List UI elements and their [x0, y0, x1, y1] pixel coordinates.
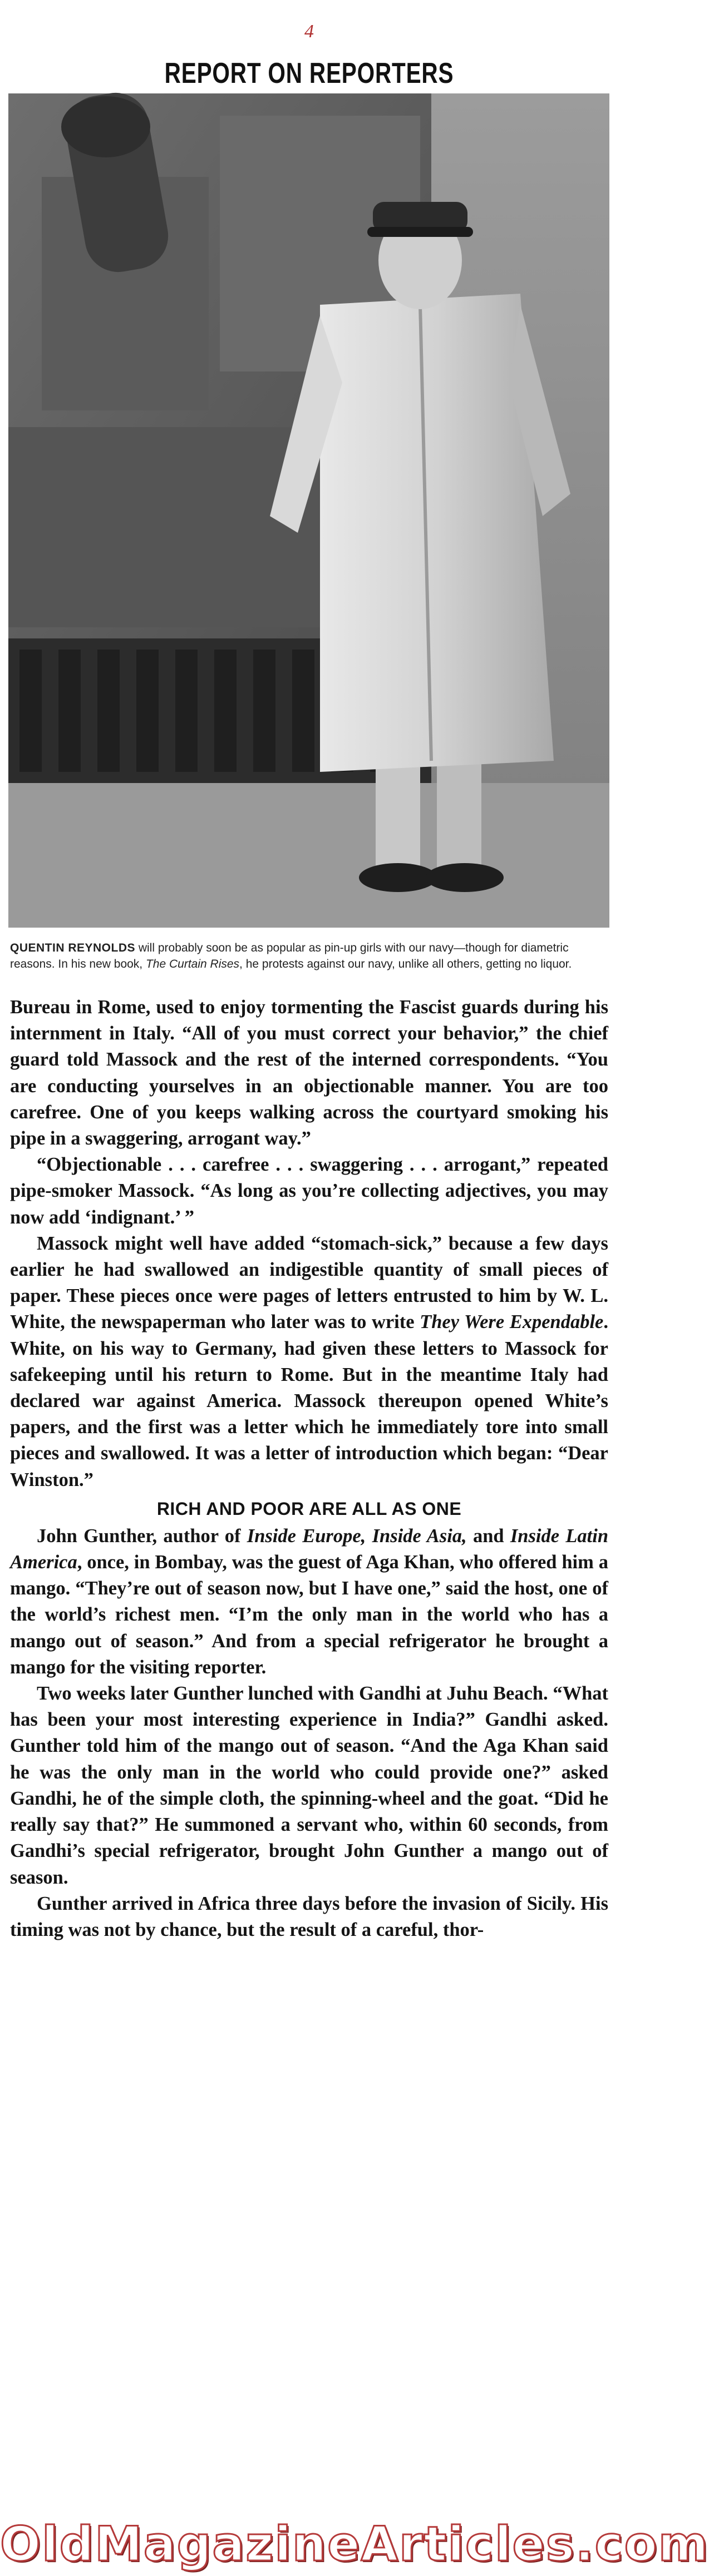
- paragraph-3-text-a: Massock might well have added “stomach-sick,” because a few days earlier he had swallowed an indigestible quantity of small pieces of paper. These pieces once were pages of letters entrusted to him by W. L. White, the newspaperman who later was to write: [10, 1232, 608, 1333]
- book-title-inside-latin-america: Inside Latin America: [10, 1525, 609, 1573]
- paragraph-2: “Objectionable . . . carefree . . . swaggering . . . arrogant,” repeated pipe-smoker Massock. “As long as you’re collecting adjectives, you may now add ‘indignant.’ ”: [10, 1154, 608, 1228]
- caption-text-2: , he protests against our navy, unlike all others, getting no liquor.: [239, 958, 572, 970]
- caption-text-1: will probably soon be as popular as pin-up girls with our navy—though for diametric reasons. In his new book,: [10, 942, 569, 970]
- paragraph-1: Bureau in Rome, used to enjoy tormenting the Fascist guards during his internment in Italy. “All of you must correct your behavior,” the chief guard told Massock and the rest of the interned correspondents. “You are conducting yourselves in an objectionable manner. You are too carefree. One of you keeps walking across the courtyard smoking his pipe in a swaggering, arrogant way.”: [10, 997, 608, 1150]
- book-title-inside-europe-asia: Inside Europe, Inside Asia,: [247, 1525, 467, 1547]
- site-watermark: OldMagazineArticles.com: [0, 2516, 709, 2572]
- caption-name: QUENTIN REYNOLDS: [10, 942, 136, 954]
- paragraph-6: Gunther arrived in Africa three days before the invasion of Sicily. His timing was not by chance, but the result of a careful, thor-: [10, 1893, 608, 1940]
- paragraph-4-text-a: John Gunther, author of: [37, 1525, 247, 1547]
- page-number: 4: [304, 21, 314, 42]
- book-title-they-were-expendable: They Were Expendable: [420, 1311, 604, 1333]
- paragraph-3-text-b: . White, on his way to Germany, had given these letters to Massock for safekeeping until his return to Rome. But in the meantime Italy had declared war against America. Massock thereupon opened White’s papers, and the first was a letter which he immediately tore into small pieces and swallowed. It was a letter of introduction which began: “Dear Winston.”: [10, 1311, 608, 1490]
- paragraph-4-text-mid: and: [466, 1525, 510, 1547]
- photo-illustration: [8, 93, 609, 928]
- caption-book: The Curtain Rises: [145, 958, 240, 970]
- paragraph-3: [10, 1231, 608, 1493]
- article-photo: [8, 93, 609, 928]
- paragraph-5: Two weeks later Gunther lunched with Gandhi at Juhu Beach. “What has been your most interesting experience in India?” Gandhi asked. Gunther told him of the mango out of season. “And the Aga Khan said he was the only man in the world who could provide one?” asked Gandhi, he of the simple cloth, the spinning-wheel and the goat. “Did he really say that?” He summoned a servant who, within 60 seconds, from Gandhi’s special refrigerator, brought John Gunther a mango out of season.: [10, 1683, 608, 1888]
- paragraph-4: [10, 1523, 608, 1681]
- page-title: REPORT ON REPORTERS: [164, 57, 454, 90]
- article-body: [10, 994, 608, 1943]
- paragraph-4-text-b: , once, in Bombay, was the guest of Aga Khan, who offered him a mango. “They’re out of season now, but I have one,” said the host, one of the world’s richest men. “I’m the only man in the world who has a mango out of season.” And from a special refrigerator he brought a mango for the visiting reporter.: [10, 1552, 608, 1678]
- section-subhead: RICH AND POOR ARE ALL AS ONE: [156, 1498, 462, 1519]
- photo-caption: [10, 940, 608, 972]
